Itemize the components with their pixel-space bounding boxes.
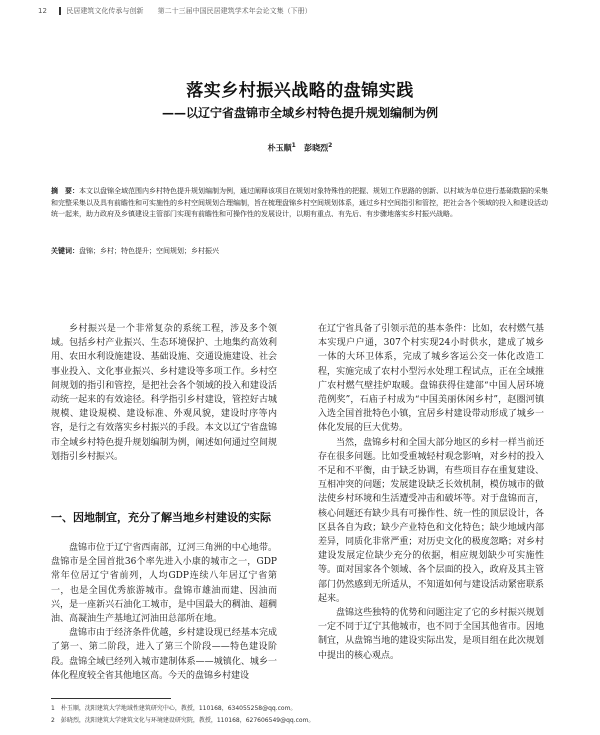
section-heading: 一、因地制宜，充分了解当地乡村建设的实际 <box>51 511 271 524</box>
keywords <box>51 246 551 257</box>
abstract-text: 本文以盘锦全域范围内乡村特色提升规划编制为例，通过阐释该项目在规划对象特殊性的把握、规划工作思路的创新、以村域为单位进行基础数据的采集和完整采集以及具有前瞻性和可实施性的乡村空间规划合理编制，旨在梳理盘锦乡村空间规划体系，通过乡村空间指引和管控，把社会各个领域的投入和建设活动统一起来，助力政府及乡镇建设主管部门实现有前瞻性和可操作性的发展设计，以期有重点、有先后、有步骤地落实乡村振兴战略。 <box>51 187 548 218</box>
article-subtitle: ——以辽宁省盘锦市全域乡村特色提升规划编制为例 <box>161 106 438 120</box>
column-left-section <box>51 541 277 683</box>
abstract-label: 摘 要： <box>51 187 79 195</box>
footnote-rule <box>51 698 171 699</box>
running-header <box>38 6 312 16</box>
author-line <box>0 142 600 154</box>
abstract <box>51 186 551 221</box>
journal-name: 民居建筑文化传承与创新 <box>66 7 144 15</box>
author-1: 朴玉顺 <box>267 143 292 153</box>
page-number: 12 <box>38 7 47 15</box>
keywords-label: 关键词： <box>51 247 79 255</box>
keywords-text: 盘锦；乡村；特色提升；空间规划；乡村振兴 <box>79 247 219 255</box>
footnote-2: 2 彭晓烈，沈阳建筑大学建筑文化与环境建设研究院，教授，110168，627606549@qq.com。 <box>51 717 315 724</box>
column-right <box>318 322 544 663</box>
author-2-sup: 2 <box>328 142 333 149</box>
header-divider <box>59 7 61 15</box>
author-2: 彭晓烈 <box>304 143 329 153</box>
right-paragraph-1: 在辽宁省具备了引领示范的基本条件：比如，农村燃气基本实现户户通，307个村实现24小时供水，建成了城乡一体的大环卫体系，完成了城乡客运公交一体化改造工程，实施完成了农村小型污水处理工程试点，正在全域推广农村燃气壁挂炉取暖。盘锦获得住建部“中国人居环境范例奖”，石庙子村成为“中国美丽休闲乡村”，赵圈河镇入选全国首批特色小镇，宜居乡村建设带动形成了城乡一体化发展的巨大优势。 <box>318 324 544 434</box>
right-paragraph-2: 当然，盘锦乡村和全国大部分地区的乡村一样当前还存在很多问题。比如受重城轻村观念影响，对乡村的投入不足和不平衡，由于缺乏协调，有些项目存在重复建设、互相冲突的问题；发展建设缺乏长效机制，模仿城市的做法使乡村环境和生活遭受冲击和破坏等。对于盘锦而言，核心问题还有缺少具有可操作性、统一性的顶层设计，各区县各自为政；缺少产业特色和文化特色；缺少地域内部差异，同质化非常严重；对历史文化的极度忽略；对乡村建设发展定位缺少充分的依据，相应规划缺少可实施性等。面对国家各个领域、各个层面的投入，政府及其主管部门仍然感到无所适从，不知道如何与建设活动紧密联系起来。 <box>318 437 544 604</box>
author-1-sup: 1 <box>291 142 296 149</box>
intro-paragraph: 乡村振兴是一个非常复杂的系统工程，涉及多个领域。包括乡村产业振兴、生态环境保护、土地集约高效利用、农田水利设施建设、基础设施、交通设施建设、社会事业投入、文化事业振兴、乡村建设等多项工作。乡村空间规划的指引和管控，是把社会各个领域的投入和建设活动统一起来的有效途径。科学指引乡村建设，管控好古城规模、建设規模、建设标准、外观风貌，建设时序等内容，是行之有效落实乡村振兴的手段。本文以辽宁省盘锦市全域乡村特色提升规划编制为例，阐述如何通过空间规划指引乡村振兴。 <box>51 324 277 462</box>
conference-name: 第二十三届中国民居建筑学术年会论文集（下册） <box>157 7 312 15</box>
section-paragraph-1: 盘锦市位于辽宁省西南部，辽河三角洲的中心地带。盘锦市是全国首批36个率先进入小康的城市之一，GDP常年位居辽宁省前列，人均GDP连续八年居辽宁省第一，也是全国优秀旅游城市。盘锦市雄油而建、因油而兴，是一座新兴石油化工城市，是中国最大的稠油、超稠油、高凝油生产基地辽河油田总部所在地。 <box>51 543 277 625</box>
article-title: 落实乡村振兴战略的盘锦实践 <box>186 81 414 101</box>
column-left-intro <box>51 322 277 464</box>
footnote-1: 1 朴玉顺，沈阳建筑大学地域性建筑研究中心，教授，110168，634055258@qq.com。 <box>51 705 297 712</box>
section-paragraph-2: 盘锦市由于经济条件优越，乡村建设现已经基本完成了第一、第二阶段，进入了第三个阶段——特色建设阶段。盘锦全域已经列入城市建制体系——城镇化、城乡一体化程度较全省其他地区高。今天的盘锦乡村建设 <box>51 628 277 681</box>
right-paragraph-3: 盘锦这些独特的优势和问题注定了它的乡村振兴规划一定不同于辽宁其他城市，也不同于全国其他省市。因地制宜，从盘锦当地的建设实际出发，是项目组在此次规划中提出的核心观点。 <box>318 608 544 661</box>
